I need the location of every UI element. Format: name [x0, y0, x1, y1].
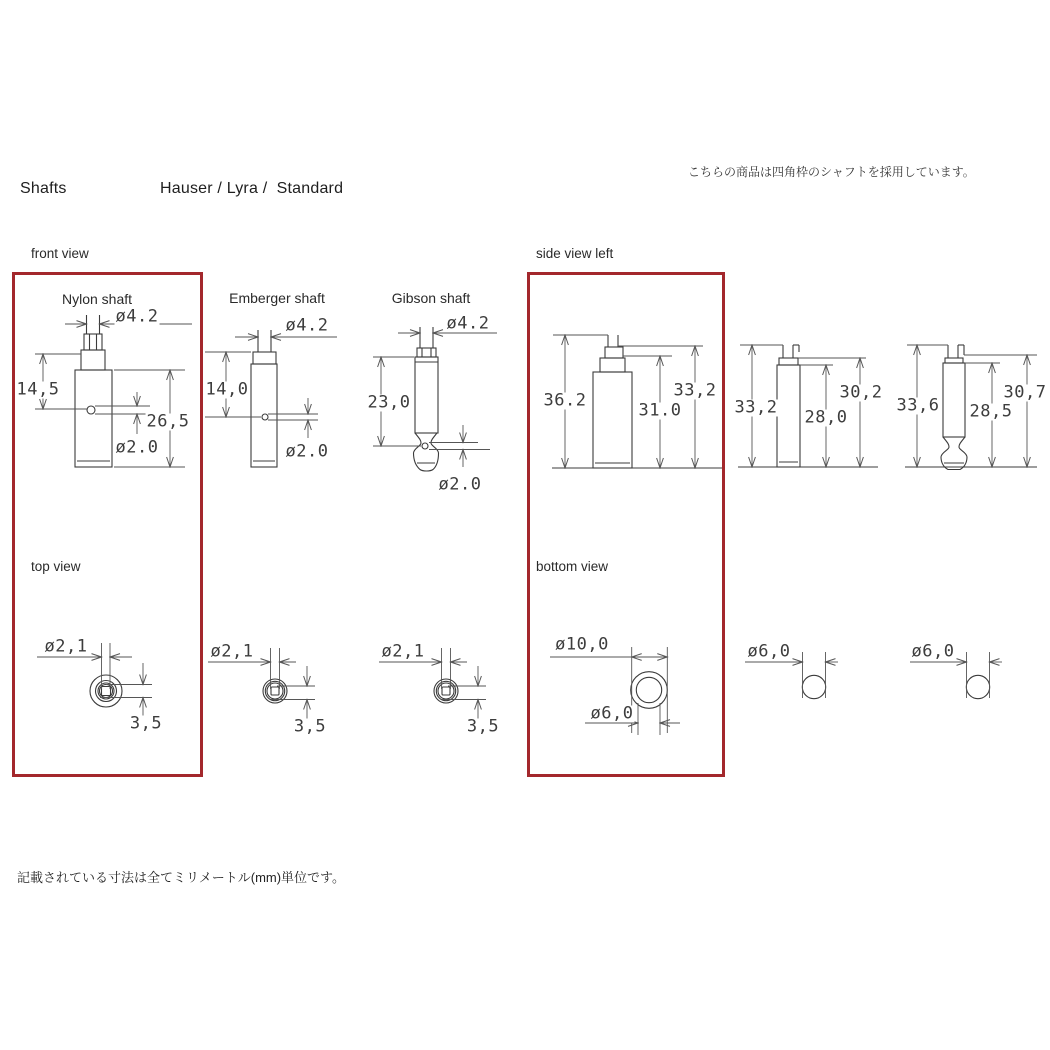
- gibson-shaft-name: Gibson shaft: [391, 290, 471, 306]
- dim-emberger-side-total-height: 33,2: [734, 397, 778, 418]
- dim-emberger-front-tip-diameter: ø4.2: [285, 315, 329, 336]
- dim-nylon-top-hole-diameter: ø2,1: [44, 636, 88, 657]
- dim-nylon-side-body-height: 31.0: [638, 400, 682, 421]
- emberger-shaft-name: Emberger shaft: [229, 290, 325, 306]
- dim-nylon-side-step-height: 33,2: [673, 380, 717, 401]
- front-view-label: front view: [31, 246, 89, 261]
- dim-emberger-side-step-height: 30,2: [839, 382, 883, 403]
- page-title: Shafts: [20, 180, 67, 197]
- dim-gibson-bottom-diameter: ø6,0: [911, 641, 955, 662]
- dim-nylon-bottom-outer-diameter: ø10,0: [555, 634, 609, 655]
- highlight-box-nylon-side-bottom: [527, 272, 725, 777]
- dim-nylon-bottom-inner-diameter: ø6,0: [590, 703, 634, 724]
- dim-nylon-front-hole-diameter: ø2.0: [115, 437, 159, 458]
- dim-gibson-front-hole-diameter: ø2.0: [438, 474, 482, 495]
- dim-emberger-top-offset: 3,5: [293, 716, 327, 737]
- dim-nylon-top-offset: 3,5: [129, 713, 163, 734]
- header-note: こちらの商品は四角枠のシャフトを採用しています。: [688, 165, 975, 179]
- top-view-label: top view: [31, 559, 81, 574]
- footer-note: 記載されている寸法は全てミリメートル(mm)単位です。: [17, 870, 346, 885]
- dim-gibson-top-offset: 3,5: [466, 716, 500, 737]
- dim-gibson-front-upper-length: 23,0: [367, 392, 411, 413]
- dim-gibson-top-hole-diameter: ø2,1: [381, 641, 425, 662]
- dim-emberger-top-hole-diameter: ø2,1: [210, 641, 254, 662]
- dim-gibson-front-tip-diameter: ø4.2: [446, 313, 490, 334]
- dim-nylon-front-body-length: 26,5: [146, 411, 190, 432]
- dim-emberger-side-body-height: 28,0: [804, 407, 848, 428]
- dim-emberger-front-upper-length: 14,0: [205, 379, 249, 400]
- dim-gibson-side-total-height: 33,6: [896, 395, 940, 416]
- dim-gibson-side-body-height: 28,5: [969, 401, 1013, 422]
- dim-emberger-front-hole-diameter: ø2.0: [285, 441, 329, 462]
- variant-title: Hauser / Lyra / Standard: [160, 180, 344, 197]
- dim-gibson-side-step-height: 30,7: [1003, 382, 1047, 403]
- bottom-view-label: bottom view: [536, 559, 609, 574]
- nylon-shaft-name: Nylon shaft: [61, 291, 133, 307]
- highlight-box-nylon-front-top: [12, 272, 203, 777]
- dim-nylon-front-upper-length: 14,5: [16, 379, 60, 400]
- side-view-left-label: side view left: [536, 246, 614, 261]
- dim-nylon-front-tip-diameter: ø4.2: [115, 306, 159, 327]
- dim-emberger-bottom-diameter: ø6,0: [747, 641, 791, 662]
- dim-nylon-side-total-height: 36.2: [543, 390, 587, 411]
